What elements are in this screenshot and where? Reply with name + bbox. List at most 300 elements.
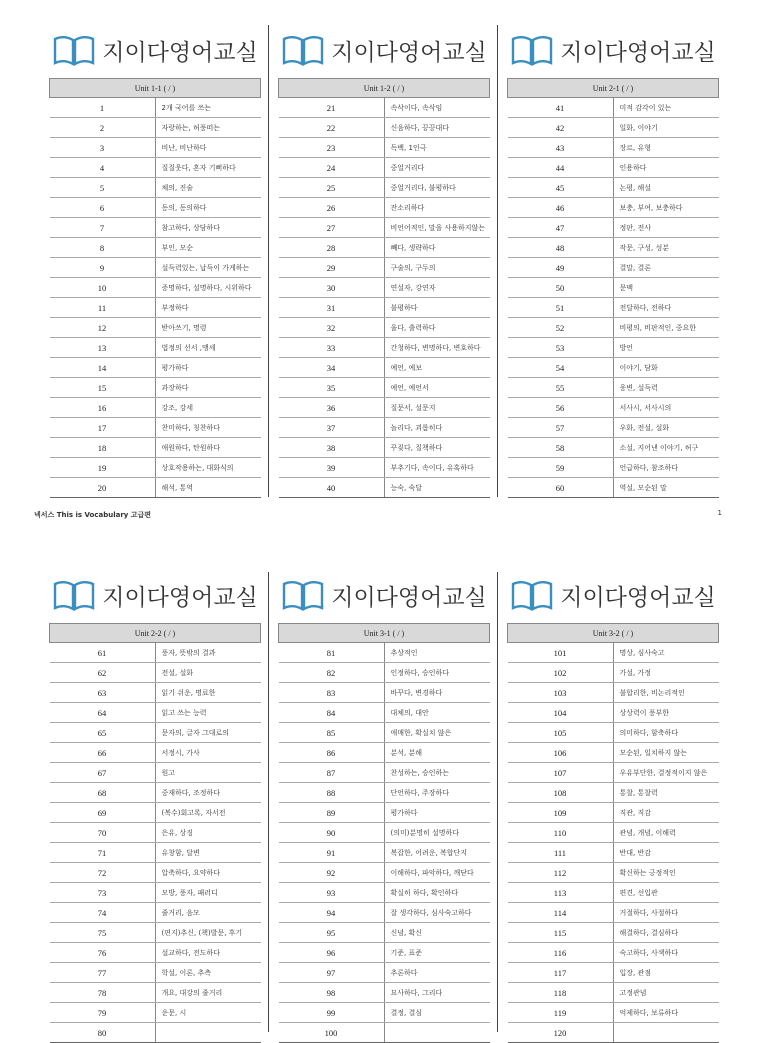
table-row xyxy=(50,863,261,883)
row-number: 43 xyxy=(508,138,614,158)
table-row xyxy=(508,1023,719,1043)
row-number: 6 xyxy=(50,198,156,218)
row-number: 30 xyxy=(279,278,385,298)
row-meaning: 설교하다, 전도하다 xyxy=(155,943,261,963)
row-meaning: 통찰, 통찰력 xyxy=(613,783,719,803)
table-row xyxy=(508,923,719,943)
open-book-icon xyxy=(510,33,554,67)
row-meaning: 잘 생각하다, 심사숙고하다 xyxy=(384,903,490,923)
row-number: 101 xyxy=(508,643,614,663)
row-number: 18 xyxy=(50,438,156,458)
footer-page-number: 1 xyxy=(717,509,722,517)
brand-logo xyxy=(278,28,490,72)
unit-column xyxy=(278,0,490,498)
row-meaning xyxy=(155,1023,261,1043)
row-number: 114 xyxy=(508,903,614,923)
table-row xyxy=(508,338,719,358)
brand-name: 지이다영어교실 xyxy=(102,584,258,611)
row-meaning: 의미하다, 함축하다 xyxy=(613,723,719,743)
row-meaning: 읽고 쓰는 능력 xyxy=(155,703,261,723)
row-number: 48 xyxy=(508,238,614,258)
row-meaning: 전설, 설화 xyxy=(155,663,261,683)
table-row xyxy=(50,703,261,723)
table-row xyxy=(50,803,261,823)
row-meaning: 불평하다 xyxy=(384,298,490,318)
row-number: 85 xyxy=(279,723,385,743)
row-meaning: 일화, 이야기 xyxy=(613,118,719,138)
row-number: 86 xyxy=(279,743,385,763)
row-meaning: 신음하다, 끙끙대다 xyxy=(384,118,490,138)
column-divider xyxy=(268,572,269,1032)
open-book-icon xyxy=(510,578,554,612)
row-number: 8 xyxy=(50,238,156,258)
table-row xyxy=(279,723,490,743)
row-number: 33 xyxy=(279,338,385,358)
row-meaning: 연설자, 강연자 xyxy=(384,278,490,298)
table-row xyxy=(50,138,261,158)
table-row xyxy=(50,418,261,438)
row-number: 112 xyxy=(508,863,614,883)
row-number: 94 xyxy=(279,903,385,923)
table-row xyxy=(508,763,719,783)
table-row xyxy=(508,903,719,923)
table-row xyxy=(279,803,490,823)
table-row xyxy=(279,338,490,358)
table-row xyxy=(279,783,490,803)
row-meaning: 관념, 개념, 이해력 xyxy=(613,823,719,843)
brand-name: 지이다영어교실 xyxy=(331,584,487,611)
row-number: 15 xyxy=(50,378,156,398)
table-row xyxy=(50,398,261,418)
row-number: 75 xyxy=(50,923,156,943)
row-number: 38 xyxy=(279,438,385,458)
row-number: 111 xyxy=(508,843,614,863)
table-row xyxy=(279,198,490,218)
row-number: 36 xyxy=(279,398,385,418)
row-meaning: 억제하다, 보류하다 xyxy=(613,1003,719,1023)
table-row xyxy=(50,783,261,803)
row-number: 78 xyxy=(50,983,156,1003)
row-meaning: 웅변, 설득력 xyxy=(613,378,719,398)
table-row xyxy=(508,258,719,278)
row-number: 102 xyxy=(508,663,614,683)
row-number: 120 xyxy=(508,1023,614,1043)
row-meaning: 비평의, 비판적인, 중요한 xyxy=(613,318,719,338)
table-row xyxy=(50,458,261,478)
row-meaning: 묘사하다, 그리다 xyxy=(384,983,490,1003)
row-meaning: 놀리다, 괴롭히다 xyxy=(384,418,490,438)
vocab-table xyxy=(49,78,261,498)
row-meaning: (편지)추신, (책)발문, 후기 xyxy=(155,923,261,943)
row-number: 106 xyxy=(508,743,614,763)
table-row xyxy=(508,943,719,963)
row-number: 96 xyxy=(279,943,385,963)
row-number: 44 xyxy=(508,158,614,178)
row-meaning: 편견, 선입관 xyxy=(613,883,719,903)
row-meaning: 우화, 전설, 설화 xyxy=(613,418,719,438)
row-number: 37 xyxy=(279,418,385,438)
unit-header: Unit 2-2 ( / ) xyxy=(50,624,261,643)
table-row xyxy=(50,378,261,398)
table-row xyxy=(508,358,719,378)
row-meaning: 체의, 진술 xyxy=(155,178,261,198)
row-number: 95 xyxy=(279,923,385,943)
brand-logo xyxy=(507,573,719,617)
row-number: 64 xyxy=(50,703,156,723)
row-number: 91 xyxy=(279,843,385,863)
row-meaning: 속삭이다, 속삭임 xyxy=(384,98,490,118)
row-number: 23 xyxy=(279,138,385,158)
row-meaning: 예언, 예언서 xyxy=(384,378,490,398)
row-number: 77 xyxy=(50,963,156,983)
row-meaning: 결정, 결심 xyxy=(384,1003,490,1023)
row-meaning: 신념, 확신 xyxy=(384,923,490,943)
table-row xyxy=(508,318,719,338)
table-row xyxy=(508,478,719,498)
table-row xyxy=(508,98,719,118)
row-meaning: 중얼거리다, 불평하다 xyxy=(384,178,490,198)
table-row xyxy=(50,963,261,983)
table-row xyxy=(508,663,719,683)
row-number: 70 xyxy=(50,823,156,843)
row-meaning: 개요, 대강의 줄거리 xyxy=(155,983,261,1003)
row-meaning: 거절하다, 사절하다 xyxy=(613,903,719,923)
row-number: 9 xyxy=(50,258,156,278)
row-meaning: 반대, 반감 xyxy=(613,843,719,863)
row-meaning: 중얼거리다 xyxy=(384,158,490,178)
row-meaning: 비언어적인, 말을 사용하지않는 xyxy=(384,218,490,238)
row-number: 51 xyxy=(508,298,614,318)
row-meaning: 빼다, 생략하다 xyxy=(384,238,490,258)
row-number: 104 xyxy=(508,703,614,723)
row-number: 10 xyxy=(50,278,156,298)
table-row xyxy=(508,643,719,663)
table-row xyxy=(279,178,490,198)
row-meaning: 설득력있는, 납득이 가게하는 xyxy=(155,258,261,278)
row-meaning: 단언하다, 주장하다 xyxy=(384,783,490,803)
row-meaning: 모순된, 일치하지 않는 xyxy=(613,743,719,763)
table-row xyxy=(279,98,490,118)
row-number: 39 xyxy=(279,458,385,478)
row-number: 116 xyxy=(508,943,614,963)
row-meaning: 증명하다, 설명하다, 시위하다 xyxy=(155,278,261,298)
row-meaning: 과장하다 xyxy=(155,378,261,398)
table-row xyxy=(50,743,261,763)
row-meaning: 풍자, 뜻밖의 결과 xyxy=(155,643,261,663)
unit-column xyxy=(49,545,261,1043)
row-number: 46 xyxy=(508,198,614,218)
row-number: 34 xyxy=(279,358,385,378)
row-number: 32 xyxy=(279,318,385,338)
table-row xyxy=(279,683,490,703)
unit-column xyxy=(507,545,719,1043)
row-number: 27 xyxy=(279,218,385,238)
table-row xyxy=(279,903,490,923)
open-book-icon xyxy=(52,33,96,67)
table-row xyxy=(508,723,719,743)
table-row xyxy=(279,983,490,1003)
row-meaning: 논평, 해설 xyxy=(613,178,719,198)
row-meaning: 중재하다, 조정하다 xyxy=(155,783,261,803)
table-row xyxy=(279,458,490,478)
row-meaning: 역설, 모순된 말 xyxy=(613,478,719,498)
brand-logo xyxy=(49,28,261,72)
row-number: 88 xyxy=(279,783,385,803)
open-book-icon xyxy=(281,578,325,612)
table-row xyxy=(508,883,719,903)
row-number: 20 xyxy=(50,478,156,498)
row-meaning: 해석, 통역 xyxy=(155,478,261,498)
row-number: 53 xyxy=(508,338,614,358)
row-number: 28 xyxy=(279,238,385,258)
row-number: 40 xyxy=(279,478,385,498)
table-row xyxy=(50,178,261,198)
table-row xyxy=(508,178,719,198)
row-meaning: 우유부단한, 결정적이지 않은 xyxy=(613,763,719,783)
table-row xyxy=(50,478,261,498)
row-number: 84 xyxy=(279,703,385,723)
row-meaning: 추상적인 xyxy=(384,643,490,663)
row-meaning: 원고 xyxy=(155,763,261,783)
table-row xyxy=(508,238,719,258)
row-number: 55 xyxy=(508,378,614,398)
row-number: 59 xyxy=(508,458,614,478)
row-meaning: 찬성하는, 승인하는 xyxy=(384,763,490,783)
row-number: 90 xyxy=(279,823,385,843)
table-row xyxy=(50,823,261,843)
row-number: 4 xyxy=(50,158,156,178)
row-meaning: 참고하다, 상담하다 xyxy=(155,218,261,238)
table-row xyxy=(50,643,261,663)
row-meaning: 부추기다, 속이다, 유혹하다 xyxy=(384,458,490,478)
unit-column xyxy=(507,0,719,498)
row-number: 66 xyxy=(50,743,156,763)
row-meaning: 숙고하다, 사색하다 xyxy=(613,943,719,963)
table-row xyxy=(50,723,261,743)
row-meaning: 법정의 선서 ,맹세 xyxy=(155,338,261,358)
row-meaning: 언급하다, 참조하다 xyxy=(613,458,719,478)
table-row xyxy=(50,983,261,1003)
table-row xyxy=(50,683,261,703)
row-meaning: 가설, 가정 xyxy=(613,663,719,683)
row-meaning: 확실히 하다, 확인하다 xyxy=(384,883,490,903)
row-number: 57 xyxy=(508,418,614,438)
row-meaning: 인정하다, 승인하다 xyxy=(384,663,490,683)
row-meaning: 간청하다, 변명하다, 변호하다 xyxy=(384,338,490,358)
row-number: 79 xyxy=(50,1003,156,1023)
table-row xyxy=(50,218,261,238)
vocab-table xyxy=(278,78,490,498)
row-meaning: 바꾸다, 변경하다 xyxy=(384,683,490,703)
brand-logo xyxy=(507,28,719,72)
row-number: 41 xyxy=(508,98,614,118)
row-number: 117 xyxy=(508,963,614,983)
table-row xyxy=(279,398,490,418)
brand-name: 지이다영어교실 xyxy=(560,584,716,611)
table-row xyxy=(508,963,719,983)
row-number: 73 xyxy=(50,883,156,903)
table-row xyxy=(279,843,490,863)
table-row xyxy=(279,478,490,498)
table-row xyxy=(279,643,490,663)
row-meaning: 불합리한, 비논리적인 xyxy=(613,683,719,703)
table-row xyxy=(279,863,490,883)
row-meaning: 질문서, 설문지 xyxy=(384,398,490,418)
row-number: 63 xyxy=(50,683,156,703)
brand-logo xyxy=(49,573,261,617)
row-meaning: 질질웃다, 혼자 기뻐하다 xyxy=(155,158,261,178)
row-meaning: 확신하는 긍정적인 xyxy=(613,863,719,883)
row-number: 68 xyxy=(50,783,156,803)
table-row xyxy=(279,663,490,683)
table-row xyxy=(279,298,490,318)
row-meaning: 운문, 시 xyxy=(155,1003,261,1023)
table-row xyxy=(279,358,490,378)
brand-logo xyxy=(278,573,490,617)
row-number: 109 xyxy=(508,803,614,823)
row-meaning: 해결하다, 결심하다 xyxy=(613,923,719,943)
row-meaning: 전달하다, 전하다 xyxy=(613,298,719,318)
row-number: 98 xyxy=(279,983,385,1003)
row-number: 17 xyxy=(50,418,156,438)
table-row xyxy=(508,823,719,843)
row-number: 12 xyxy=(50,318,156,338)
table-row xyxy=(50,943,261,963)
row-meaning xyxy=(384,1023,490,1043)
row-meaning: 강조, 강세 xyxy=(155,398,261,418)
row-number: 118 xyxy=(508,983,614,1003)
unit-header: Unit 3-2 ( / ) xyxy=(508,624,719,643)
table-row xyxy=(50,318,261,338)
table-row xyxy=(50,663,261,683)
row-meaning: 추론하다 xyxy=(384,963,490,983)
table-row xyxy=(50,438,261,458)
row-number: 65 xyxy=(50,723,156,743)
row-meaning: 대체의, 대안 xyxy=(384,703,490,723)
table-row xyxy=(508,863,719,883)
table-row xyxy=(279,923,490,943)
table-row xyxy=(279,138,490,158)
unit-header: Unit 1-2 ( / ) xyxy=(279,79,490,98)
brand-name: 지이다영어교실 xyxy=(331,39,487,66)
row-number: 3 xyxy=(50,138,156,158)
column-divider xyxy=(497,25,498,497)
table-row xyxy=(279,118,490,138)
table-row xyxy=(508,398,719,418)
row-number: 113 xyxy=(508,883,614,903)
row-number: 82 xyxy=(279,663,385,683)
row-meaning: 자랑하는, 허풍떠는 xyxy=(155,118,261,138)
open-book-icon xyxy=(52,578,96,612)
row-number: 14 xyxy=(50,358,156,378)
table-row xyxy=(279,438,490,458)
row-meaning: 애원하다, 탄원하다 xyxy=(155,438,261,458)
row-number: 67 xyxy=(50,763,156,783)
row-number: 49 xyxy=(508,258,614,278)
table-row xyxy=(279,743,490,763)
table-row xyxy=(50,238,261,258)
unit-column xyxy=(49,0,261,498)
row-meaning: 분석, 분해 xyxy=(384,743,490,763)
table-row xyxy=(279,763,490,783)
row-number: 69 xyxy=(50,803,156,823)
worksheet-page-2 xyxy=(0,545,768,1038)
row-meaning: 문자의, 글자 그대로의 xyxy=(155,723,261,743)
row-meaning: 예언, 예보 xyxy=(384,358,490,378)
row-meaning: 압축하다, 요약하다 xyxy=(155,863,261,883)
row-meaning: 잔소리하다 xyxy=(384,198,490,218)
row-number: 100 xyxy=(279,1023,385,1043)
row-meaning: 독백, 1인극 xyxy=(384,138,490,158)
row-number: 50 xyxy=(508,278,614,298)
row-number: 19 xyxy=(50,458,156,478)
table-row xyxy=(508,298,719,318)
table-row xyxy=(50,198,261,218)
row-meaning: 상상력이 풍부한 xyxy=(613,703,719,723)
table-row xyxy=(508,843,719,863)
vocab-table xyxy=(49,623,261,1043)
row-number: 93 xyxy=(279,883,385,903)
row-number: 74 xyxy=(50,903,156,923)
row-meaning: 꾸짖다, 질책하다 xyxy=(384,438,490,458)
row-number: 71 xyxy=(50,843,156,863)
row-number: 25 xyxy=(279,178,385,198)
row-meaning: 찬미하다, 칭찬하다 xyxy=(155,418,261,438)
unit-header: Unit 1-1 ( / ) xyxy=(50,79,261,98)
table-row xyxy=(279,1003,490,1023)
row-number: 97 xyxy=(279,963,385,983)
row-number: 1 xyxy=(50,98,156,118)
table-row xyxy=(50,843,261,863)
column-divider xyxy=(497,572,498,1032)
row-number: 110 xyxy=(508,823,614,843)
row-meaning: 이야기, 담화 xyxy=(613,358,719,378)
row-meaning: 울다, 출력하다 xyxy=(384,318,490,338)
table-row xyxy=(50,98,261,118)
row-meaning: 미적 감각이 있는 xyxy=(613,98,719,118)
row-meaning: 읽기 쉬운, 명료한 xyxy=(155,683,261,703)
table-row xyxy=(279,278,490,298)
row-number: 29 xyxy=(279,258,385,278)
row-meaning: 평가하다 xyxy=(384,803,490,823)
row-number: 61 xyxy=(50,643,156,663)
table-row xyxy=(508,158,719,178)
row-number: 24 xyxy=(279,158,385,178)
row-meaning: 부정하다 xyxy=(155,298,261,318)
row-meaning: 유창함, 달변 xyxy=(155,843,261,863)
table-row xyxy=(50,1003,261,1023)
table-row xyxy=(508,278,719,298)
row-meaning: 입장, 관점 xyxy=(613,963,719,983)
row-number: 99 xyxy=(279,1003,385,1023)
table-row xyxy=(50,278,261,298)
row-number: 56 xyxy=(508,398,614,418)
worksheet-page-1 xyxy=(0,0,768,520)
row-number: 13 xyxy=(50,338,156,358)
row-number: 47 xyxy=(508,218,614,238)
table-row xyxy=(508,138,719,158)
row-number: 115 xyxy=(508,923,614,943)
row-meaning: 2개 국어를 쓰는 xyxy=(155,98,261,118)
table-row xyxy=(50,1023,261,1043)
row-meaning: 방언 xyxy=(613,338,719,358)
row-number: 60 xyxy=(508,478,614,498)
table-row xyxy=(508,418,719,438)
table-row xyxy=(279,158,490,178)
table-row xyxy=(50,883,261,903)
row-number: 52 xyxy=(508,318,614,338)
row-meaning: 서정시, 가사 xyxy=(155,743,261,763)
